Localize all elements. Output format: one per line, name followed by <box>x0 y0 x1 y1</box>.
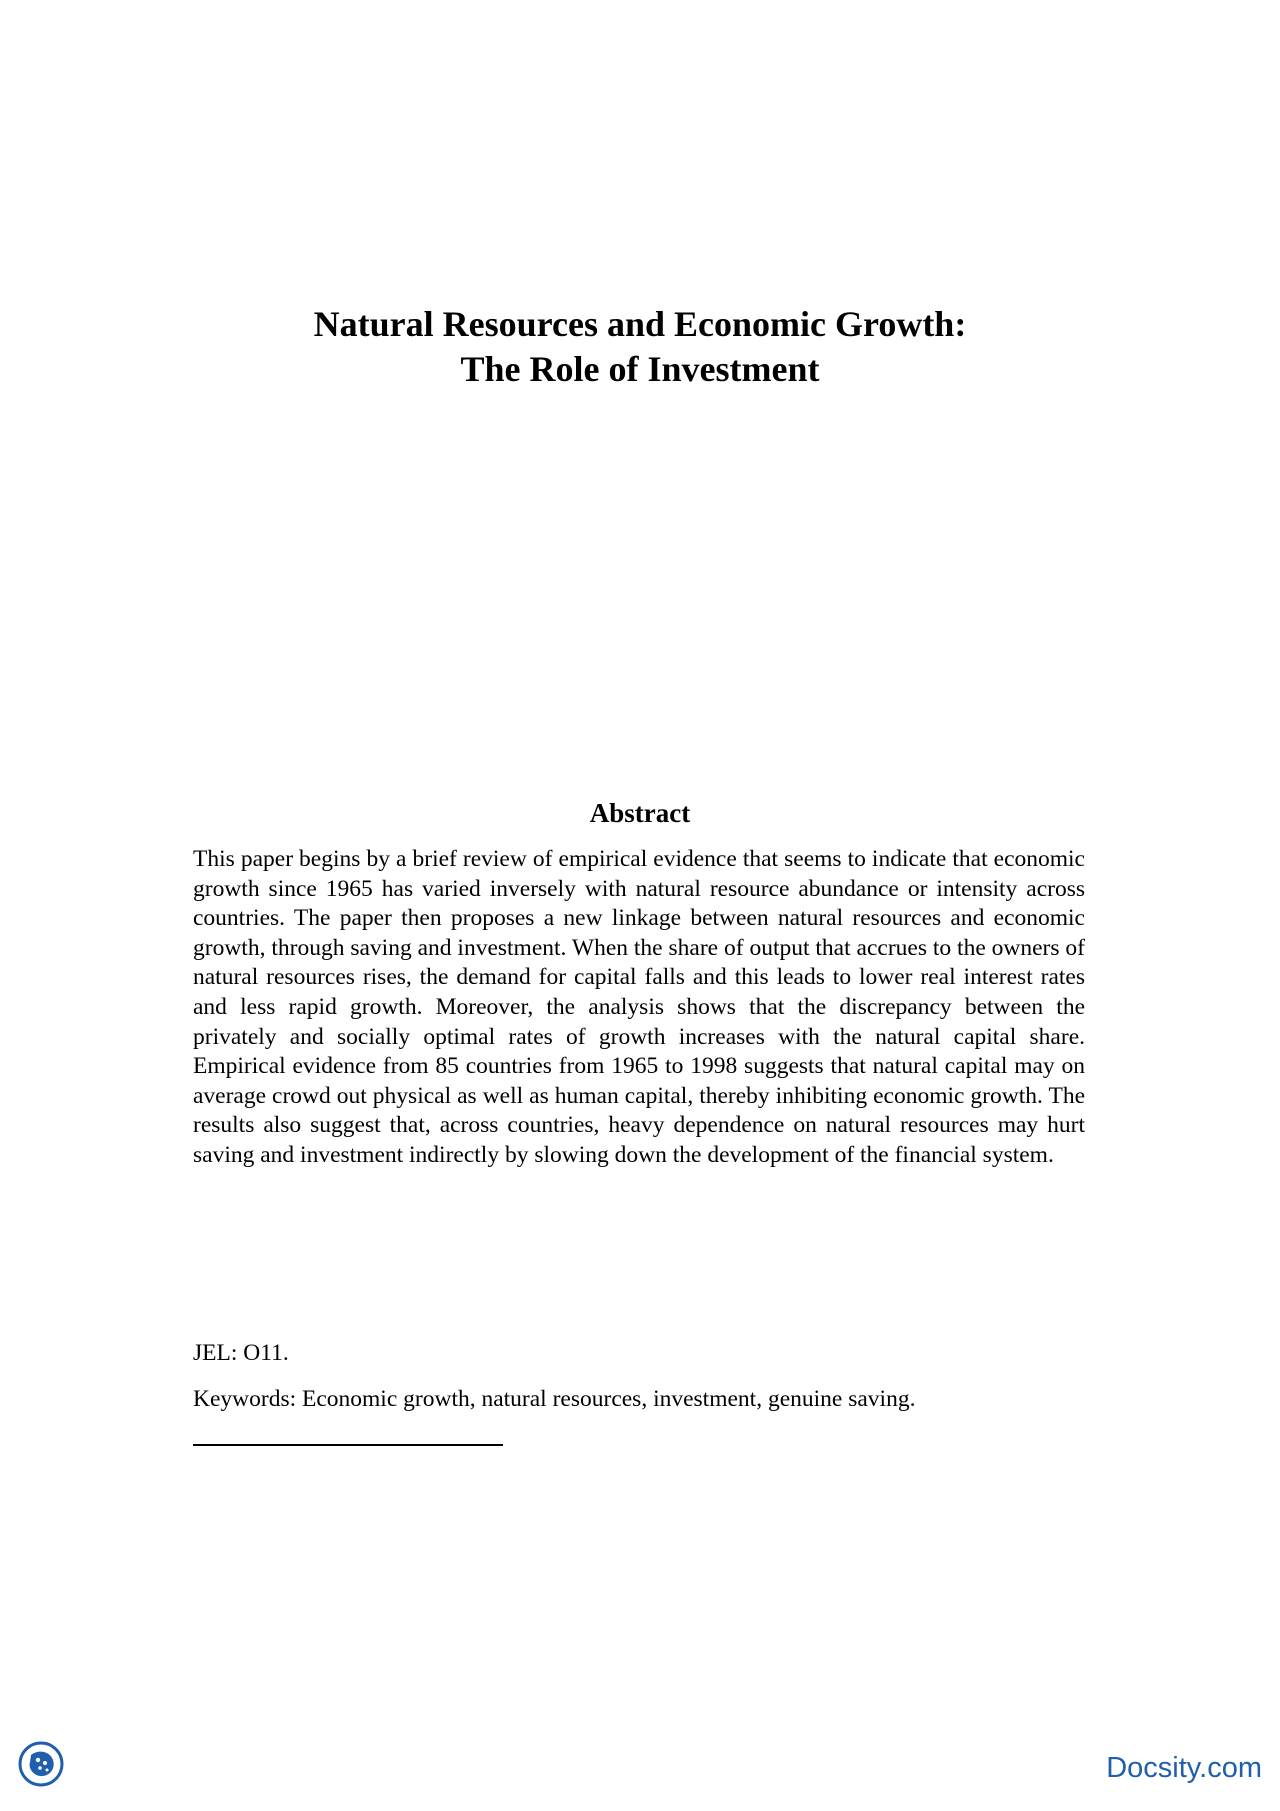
jel-code: JEL: O11. <box>193 1340 289 1366</box>
title-line-1: Natural Resources and Economic Growth: <box>313 304 967 344</box>
docsity-brand-link[interactable]: Docsity.com <box>1106 1752 1262 1784</box>
paper-title <box>0 302 1280 392</box>
keywords: Keywords: Economic growth, natural resources, investment, genuine saving. <box>193 1386 916 1412</box>
docsity-logo-icon[interactable] <box>18 1741 64 1787</box>
docsity-logo-graphic <box>18 1741 64 1787</box>
abstract-text: This paper begins by a brief review of empirical evidence that seems to indicate that economic growth since 1965 has varied inversely with natural resource abundance or intensity across countries. The paper then proposes a new linkage between natural resources and economic growth, through saving and investment. When the share of output that accrues to the owners of natural resources rises, the demand for capital falls and this leads to lower real interest rates and less rapid growth. Moreover, the analysis shows that the discrepancy between the privately and socially optimal rates of growth increases with the natural capital share. Empirical evidence from 85 countries from 1965 to 1998 suggests that natural capital may on average crowd out physical as well as human capital, thereby inhibiting economic growth. The results also suggest that, across countries, heavy dependence on natural resources may hurt saving and investment indirectly by slowing down the development of the financial system. <box>193 846 1085 1168</box>
title-line-2: The Role of Investment <box>460 349 820 389</box>
abstract-heading: Abstract <box>589 798 691 828</box>
footnote-divider <box>193 1444 503 1446</box>
